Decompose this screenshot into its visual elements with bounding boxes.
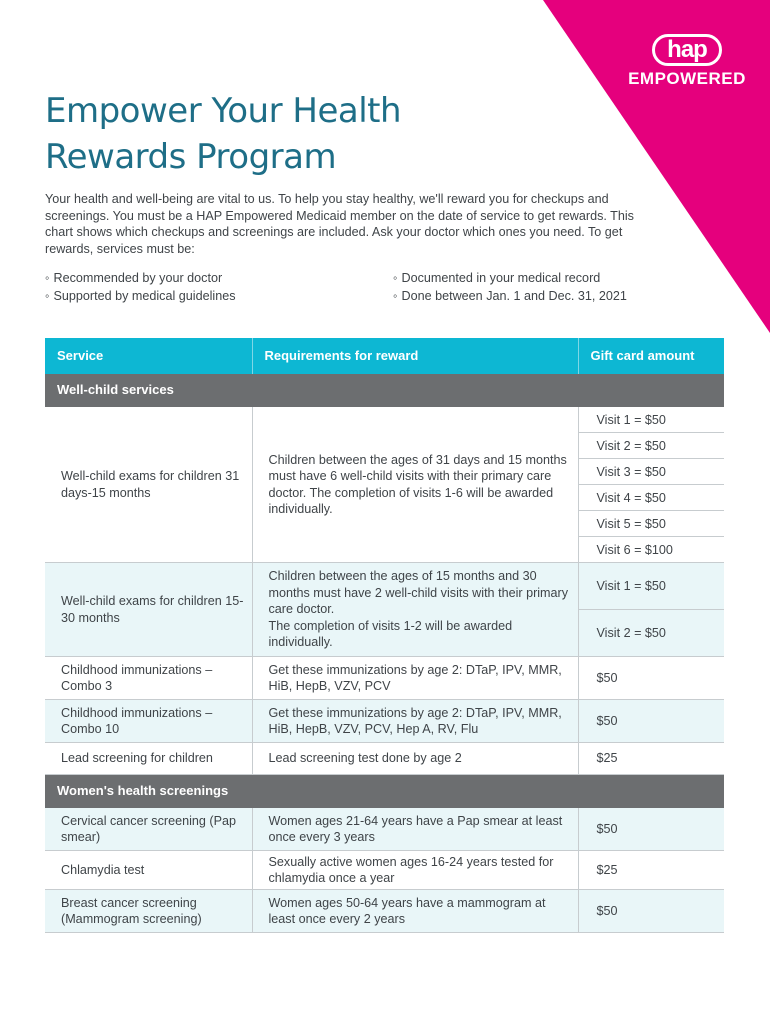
service-cell: Cervical cancer screening (Pap smear) [45, 808, 252, 851]
table-row [45, 808, 724, 851]
title-line-2: Rewards Program [45, 137, 337, 177]
amount-cell: Visit 1 = $50 [578, 407, 724, 433]
table-row [45, 700, 724, 743]
requirement-note: The completion of visits 1-2 will be awarded individually. [268, 618, 513, 650]
service-cell: Childhood immunizations – Combo 10 [45, 700, 252, 743]
intro-paragraph: Your health and well-being are vital to us. To help you stay healthy, we'll reward you for checkups and screenings. You must be a HAP Empowered Medicaid member on the date of service to get rewards. This chart shows which checkups and screenings are included. Ask your doctor which ones you need. To get rewards, services must be: [45, 192, 634, 256]
amount-cell: $25 [578, 743, 724, 775]
amount-cell: $25 [578, 851, 724, 890]
bullet-item: ◦ Documented in your medical record [393, 270, 685, 287]
table-row [45, 743, 724, 775]
eligibility-bullet-list [45, 270, 685, 305]
amount-cell: $50 [578, 657, 724, 700]
amount-cell: Visit 1 = $50 [578, 563, 724, 610]
amount-cell: Visit 3 = $50 [578, 459, 724, 485]
service-cell: Chlamydia test [45, 851, 252, 890]
service-cell: Well-child exams for children 31 days-15 months [45, 407, 252, 563]
requirement-cell: Get these immunizations by age 2: DTaP, IPV, MMR, HiB, HepB, VZV, PCV, Hep A, RV, Flu [252, 700, 578, 743]
amount-cell: Visit 2 = $50 [578, 433, 724, 459]
amount-cell: Visit 6 = $100 [578, 537, 724, 563]
section-title: Women's health screenings [45, 775, 724, 809]
requirement-cell: Children between the ages of 31 days and 15 months must have 6 well-child visits with their primary care doctor. The completion of visits 1-6 will be awarded individually. [252, 407, 578, 563]
title-line-1: Empower Your Health [45, 91, 402, 131]
logo-wordmark: hap [652, 34, 722, 66]
bullet-item: ◦ Recommended by your doctor [45, 270, 393, 287]
requirement-cell: Lead screening test done by age 2 [252, 743, 578, 775]
service-cell: Well-child exams for children 15-30 months [45, 563, 252, 657]
table-row [45, 407, 724, 433]
service-cell: Breast cancer screening (Mammogram screening) [45, 890, 252, 933]
section-header-well-child [45, 374, 724, 407]
amount-cell: $50 [578, 808, 724, 851]
amount-cell: $50 [578, 890, 724, 933]
section-title: Well-child services [45, 374, 724, 407]
requirement-cell: Get these immunizations by age 2: DTaP, IPV, MMR, HiB, HepB, VZV, PCV [252, 657, 578, 700]
bullet-item: ◦ Done between Jan. 1 and Dec. 31, 2021 [393, 288, 685, 305]
hap-empowered-logo [612, 34, 762, 89]
table-row [45, 890, 724, 933]
service-cell: Lead screening for children [45, 743, 252, 775]
header-service: Service [45, 338, 252, 374]
rewards-table [45, 338, 724, 933]
table-row [45, 563, 724, 610]
page-title [45, 88, 565, 180]
header-requirements: Requirements for reward [252, 338, 578, 374]
amount-cell: $50 [578, 700, 724, 743]
amount-cell: Visit 2 = $50 [578, 610, 724, 657]
amount-cell: Visit 4 = $50 [578, 485, 724, 511]
amount-cell: Visit 5 = $50 [578, 511, 724, 537]
header-gift-card: Gift card amount [578, 338, 724, 374]
table-row [45, 851, 724, 890]
service-cell: Childhood immunizations – Combo 3 [45, 657, 252, 700]
table-header-row [45, 338, 724, 374]
requirement-cell: Sexually active women ages 16-24 years tested for chlamydia once a year [252, 851, 578, 890]
requirement-cell [252, 563, 578, 657]
table-row [45, 657, 724, 700]
requirement-text: Children between the ages of 15 months and 30 months must have 2 well-child visits with their primary care doctor. [268, 569, 569, 617]
logo-subtitle: EMPOWERED [628, 69, 746, 88]
requirement-cell: Women ages 50-64 years have a mammogram at least once every 2 years [252, 890, 578, 933]
bullet-item: ◦ Supported by medical guidelines [45, 288, 393, 305]
section-header-womens-health [45, 775, 724, 809]
requirement-cell: Women ages 21-64 years have a Pap smear at least once every 3 years [252, 808, 578, 851]
